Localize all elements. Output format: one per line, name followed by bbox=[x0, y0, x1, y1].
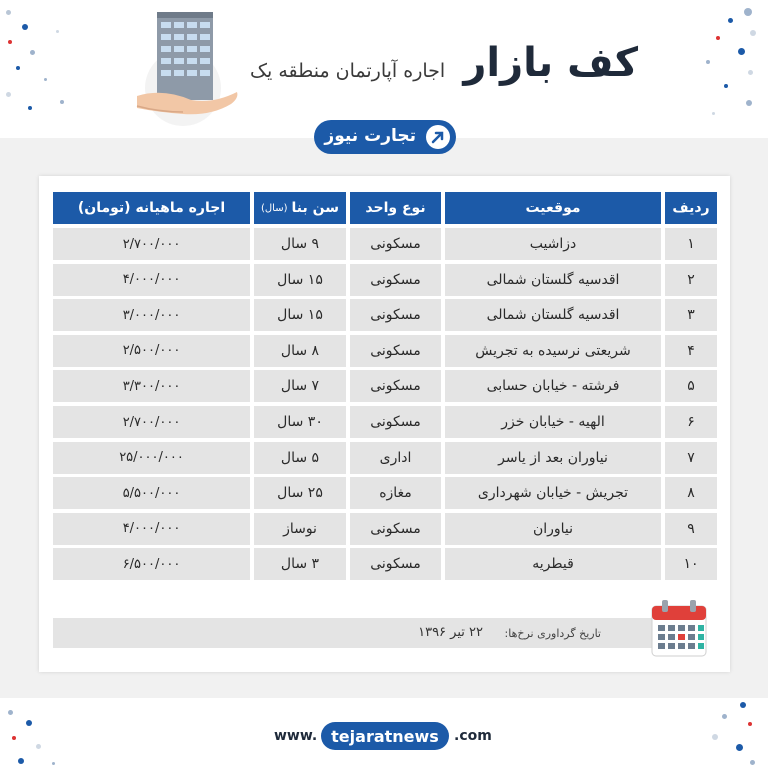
cell-row-number: ۱ bbox=[665, 228, 717, 260]
cell-location: اقدسیه گلستان شمالی bbox=[445, 299, 661, 331]
cell-row-number: ۴ bbox=[665, 335, 717, 367]
cell-monthly-rent: ۳/۰۰۰/۰۰۰ bbox=[53, 299, 250, 331]
cell-monthly-rent: ۲/۵۰۰/۰۰۰ bbox=[53, 335, 250, 367]
building-hand-illustration bbox=[133, 8, 243, 130]
website-link[interactable] bbox=[274, 722, 504, 750]
footer-dots-left bbox=[0, 698, 80, 776]
cell-building-age: ۹ سال bbox=[254, 228, 346, 260]
cell-location: قیطریه bbox=[445, 548, 661, 580]
website-prefix: www. bbox=[274, 728, 318, 744]
cell-monthly-rent: ۲/۷۰۰/۰۰۰ bbox=[53, 406, 250, 438]
logo-arrow-icon bbox=[426, 125, 450, 149]
cell-row-number: ۶ bbox=[665, 406, 717, 438]
cell-row-number: ۳ bbox=[665, 299, 717, 331]
cell-unit-type: مسکونی bbox=[350, 228, 441, 260]
building-icon bbox=[133, 8, 243, 130]
cell-building-age: ۳۰ سال bbox=[254, 406, 346, 438]
cell-building-age: ۱۵ سال bbox=[254, 299, 346, 331]
rent-table-card bbox=[39, 176, 730, 672]
brand-logo[interactable] bbox=[314, 120, 456, 154]
brand-logo-text: تجارت نیوز bbox=[324, 126, 416, 146]
cell-row-number: ۸ bbox=[665, 477, 717, 509]
cell-building-age: نوساز bbox=[254, 513, 346, 545]
collection-date-value: ۲۲ تیر ۱۳۹۶ bbox=[418, 625, 483, 640]
cell-location: فرشته - خیابان حسابی bbox=[445, 370, 661, 402]
cell-location: نیاوران بعد از یاسر bbox=[445, 442, 661, 474]
cell-location: الهیه - خیابان خزر bbox=[445, 406, 661, 438]
collection-date-bar bbox=[53, 618, 653, 648]
cell-location: نیاوران bbox=[445, 513, 661, 545]
cell-building-age: ۲۵ سال bbox=[254, 477, 346, 509]
cell-monthly-rent: ۵/۵۰۰/۰۰۰ bbox=[53, 477, 250, 509]
cell-monthly-rent: ۴/۰۰۰/۰۰۰ bbox=[53, 513, 250, 545]
decorative-dots-left bbox=[0, 0, 80, 138]
cell-monthly-rent: ۶/۵۰۰/۰۰۰ bbox=[53, 548, 250, 580]
page-subtitle: اجاره آپارتمان منطقه یک bbox=[250, 60, 446, 82]
website-suffix: .com bbox=[454, 728, 492, 744]
website-name: tejaratnews bbox=[321, 722, 449, 750]
cell-row-number: ۵ bbox=[665, 370, 717, 402]
cell-row-number: ۱۰ bbox=[665, 548, 717, 580]
cell-location: تجریش - خیابان شهرداری bbox=[445, 477, 661, 509]
cell-unit-type: مسکونی bbox=[350, 299, 441, 331]
cell-monthly-rent: ۳/۳۰۰/۰۰۰ bbox=[53, 370, 250, 402]
cell-building-age: ۱۵ سال bbox=[254, 264, 346, 296]
cell-unit-type: مغازه bbox=[350, 477, 441, 509]
cell-building-age: ۵ سال bbox=[254, 442, 346, 474]
header bbox=[0, 0, 768, 138]
calendar-icon bbox=[650, 598, 708, 658]
cell-building-age: ۸ سال bbox=[254, 335, 346, 367]
cell-unit-type: مسکونی bbox=[350, 406, 441, 438]
page-title: کف بازار bbox=[463, 40, 638, 86]
cell-location: شریعتی نرسیده به تجریش bbox=[445, 335, 661, 367]
cell-unit-type: مسکونی bbox=[350, 548, 441, 580]
collection-date-label: تاریخ گرداوری نرخ‌ها: bbox=[504, 627, 601, 640]
cell-unit-type: اداری bbox=[350, 442, 441, 474]
cell-unit-type: مسکونی bbox=[350, 370, 441, 402]
cell-unit-type: مسکونی bbox=[350, 335, 441, 367]
cell-row-number: ۷ bbox=[665, 442, 717, 474]
cell-row-number: ۹ bbox=[665, 513, 717, 545]
cell-location: دزاشیب bbox=[445, 228, 661, 260]
cell-building-age: ۷ سال bbox=[254, 370, 346, 402]
cell-unit-type: مسکونی bbox=[350, 264, 441, 296]
cell-monthly-rent: ۲۵/۰۰۰/۰۰۰ bbox=[53, 442, 250, 474]
cell-monthly-rent: ۲/۷۰۰/۰۰۰ bbox=[53, 228, 250, 260]
cell-location: اقدسیه گلستان شمالی bbox=[445, 264, 661, 296]
header-location: موقعیت bbox=[445, 192, 661, 224]
header-monthly-rent: اجاره ماهیانه (تومان) bbox=[53, 192, 250, 224]
decorative-dots-right bbox=[688, 0, 768, 138]
header-row-number: ردیف bbox=[665, 192, 717, 224]
footer-dots-right bbox=[688, 698, 768, 776]
header-building-age: سن بنا (سال) bbox=[254, 192, 346, 224]
cell-unit-type: مسکونی bbox=[350, 513, 441, 545]
cell-row-number: ۲ bbox=[665, 264, 717, 296]
header-unit-type: نوع واحد bbox=[350, 192, 441, 224]
cell-building-age: ۳ سال bbox=[254, 548, 346, 580]
cell-monthly-rent: ۴/۰۰۰/۰۰۰ bbox=[53, 264, 250, 296]
